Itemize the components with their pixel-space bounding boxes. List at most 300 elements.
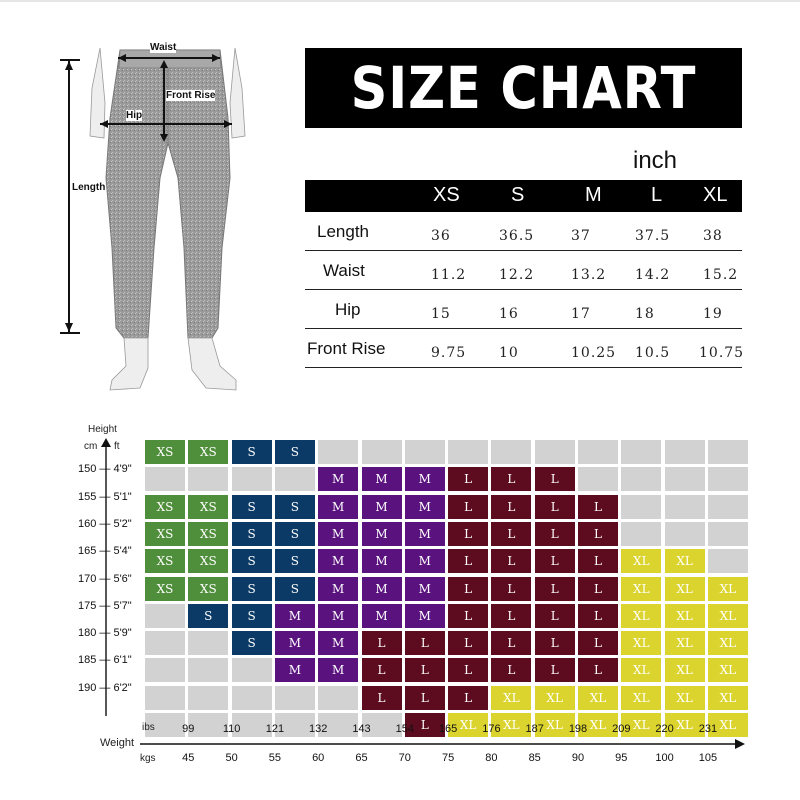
size-cell-l	[362, 631, 402, 655]
size-cell-l	[491, 495, 531, 519]
cell-value: 10.75	[699, 345, 745, 361]
cell-value: 19	[703, 306, 723, 322]
size-cell-text: M	[418, 608, 431, 623]
cell-value: 10.5	[635, 345, 671, 361]
empty-cell	[275, 686, 315, 710]
size-cell-l	[448, 467, 488, 491]
row-label: Length	[317, 222, 369, 241]
height-label: 150 — 4'9"	[78, 463, 132, 476]
size-cell-text: L	[420, 690, 429, 705]
weight-kgs-label: 45	[182, 752, 195, 764]
size-cell-m	[275, 604, 315, 628]
size-cell-l	[448, 577, 488, 601]
size-header: S	[511, 184, 525, 206]
size-cell-text: XL	[676, 663, 693, 678]
weight-axis-arrow	[140, 738, 745, 752]
size-cell-l	[448, 495, 488, 519]
size-cell-xl	[621, 686, 661, 710]
size-cell-text: XL	[633, 636, 650, 651]
size-cell-text: M	[375, 472, 388, 487]
size-cell-s	[232, 495, 272, 519]
empty-cell	[708, 495, 748, 519]
size-cell-l	[578, 549, 618, 573]
weight-lbs-label: 165	[438, 723, 458, 735]
size-cell-text: XL	[633, 718, 650, 732]
size-cell-m	[362, 522, 402, 546]
size-cell-l	[535, 577, 575, 601]
size-cell-text: L	[377, 636, 386, 651]
size-header: M	[585, 184, 602, 206]
empty-cell	[621, 495, 661, 519]
empty-cell	[232, 686, 272, 710]
size-cell-text: XS	[156, 445, 174, 459]
size-cell-xl	[665, 577, 705, 601]
size-cell-s	[188, 604, 228, 628]
waist-label: Waist	[150, 42, 177, 53]
empty-cell	[405, 440, 445, 464]
size-cell-text: XS	[156, 499, 174, 514]
empty-cell	[448, 440, 488, 464]
size-cell-text: M	[332, 608, 345, 623]
size-cell-l	[448, 686, 488, 710]
top-divider	[0, 0, 800, 2]
size-cell-text: S	[247, 445, 256, 459]
size-cell-l	[448, 549, 488, 573]
size-cell-xs	[145, 495, 185, 519]
weight-kgs-label: 60	[312, 752, 325, 764]
empty-cell	[188, 631, 228, 655]
size-cell-l	[491, 577, 531, 601]
size-cell-text: XL	[676, 690, 693, 705]
height-label: 155 — 5'1"	[78, 490, 132, 503]
height-label: 160 — 5'2"	[78, 517, 132, 530]
size-cell-xl	[665, 549, 705, 573]
size-cell-xs	[188, 577, 228, 601]
size-cell-text: XL	[719, 608, 737, 623]
size-cell-text: L	[507, 608, 516, 623]
size-cell-text: XL	[719, 636, 737, 651]
size-cell-xl	[665, 631, 705, 655]
height-label: 165 — 5'4"	[78, 545, 132, 558]
size-cell-text: L	[464, 581, 473, 596]
row-label: Hip	[335, 300, 361, 319]
cell-value: 10.25	[571, 345, 617, 361]
size-cell-text: XL	[676, 608, 693, 623]
size-cell-text: L	[377, 663, 386, 678]
size-cell-text: XL	[719, 581, 737, 596]
size-cell-l	[362, 686, 402, 710]
size-chart-title-bar	[305, 48, 742, 128]
size-cell-text: L	[507, 526, 516, 541]
size-cell-l	[535, 495, 575, 519]
empty-cell	[275, 467, 315, 491]
size-cell-text: L	[420, 663, 429, 678]
cell-value: 36	[431, 228, 451, 244]
empty-cell	[188, 467, 228, 491]
size-cell-text: M	[332, 526, 345, 541]
size-cell-l	[535, 549, 575, 573]
cell-value: 17	[571, 306, 591, 322]
size-cell-s	[232, 549, 272, 573]
size-cell-xl	[535, 686, 575, 710]
size-cell-m	[318, 658, 358, 682]
size-cell-text: M	[375, 499, 388, 514]
size-cell-text: L	[594, 526, 602, 541]
size-cell-text: XL	[633, 581, 650, 596]
size-cell-text: M	[332, 554, 345, 569]
size-cell-l	[535, 658, 575, 682]
size-cell-xs	[188, 495, 228, 519]
cell-value: 37	[571, 228, 591, 244]
size-cell-text: S	[290, 581, 299, 596]
size-cell-text: M	[288, 663, 302, 678]
size-cell-text: L	[594, 499, 602, 514]
cell-value: 12.2	[499, 267, 535, 283]
weight-lbs-label: 121	[265, 723, 285, 735]
empty-cell	[665, 467, 705, 491]
size-cell-text: M	[418, 499, 431, 514]
size-cell-s	[232, 577, 272, 601]
size-cell-l	[535, 522, 575, 546]
size-cell-text: M	[288, 608, 302, 623]
size-cell-xs	[145, 577, 185, 601]
size-cell-text: M	[332, 663, 345, 678]
size-cell-text: XL	[633, 554, 650, 569]
size-cell-text: L	[507, 636, 516, 651]
weight-lbs-label: 209	[612, 723, 631, 735]
size-cell-text: M	[288, 636, 302, 651]
size-cell-xl	[578, 686, 618, 710]
size-cell-m	[318, 631, 358, 655]
cm-unit-label: cm	[84, 441, 98, 452]
size-cell-text: M	[332, 499, 345, 514]
empty-cell	[708, 440, 748, 464]
size-cell-text: L	[550, 581, 559, 596]
size-cell-text: L	[507, 663, 516, 678]
table-row	[305, 290, 742, 329]
size-cell-m	[362, 577, 402, 601]
size-cell-text: S	[290, 445, 299, 459]
kgs-unit-label: kgs	[140, 753, 156, 764]
size-cell-text: L	[464, 636, 473, 651]
length-label: Length	[72, 182, 106, 193]
empty-cell	[621, 522, 661, 546]
size-cell-text: M	[375, 608, 388, 623]
size-cell-m	[405, 604, 445, 628]
size-cell-text: L	[464, 526, 473, 541]
size-cell-text: M	[418, 554, 431, 569]
cell-value: 11.2	[431, 267, 467, 283]
size-cell-xs	[145, 522, 185, 546]
size-cell-xl	[665, 604, 705, 628]
size-cell-text: XL	[546, 690, 563, 705]
size-cell-m	[275, 658, 315, 682]
size-cell-xl	[621, 631, 661, 655]
size-cell-text: XS	[199, 554, 217, 569]
size-cell-l	[535, 467, 575, 491]
size-cell-text: M	[375, 526, 388, 541]
size-cell-xl	[621, 549, 661, 573]
size-cell-l	[535, 631, 575, 655]
unit-label: inch	[633, 147, 678, 174]
weight-lbs-label: 220	[655, 723, 674, 735]
size-cell-l	[491, 467, 531, 491]
cell-value: 9.75	[431, 345, 467, 361]
height-label: 170 — 5'6"	[78, 572, 132, 585]
cell-value: 36.5	[499, 228, 535, 244]
weight-kgs-label: 70	[398, 752, 411, 764]
size-cell-text: L	[550, 499, 559, 514]
size-cell-m	[318, 577, 358, 601]
height-label: 185 — 6'1"	[78, 654, 132, 667]
weight-lbs-label: 187	[525, 723, 544, 735]
size-cell-s	[275, 522, 315, 546]
row-label: Front Rise	[307, 339, 386, 358]
cell-value: 15	[431, 306, 451, 322]
size-cell-text: S	[247, 554, 256, 569]
size-cell-m	[405, 495, 445, 519]
size-cell-l	[578, 577, 618, 601]
size-cell-l	[578, 604, 618, 628]
size-cell-text: XL	[503, 690, 520, 705]
empty-cell	[665, 522, 705, 546]
size-cell-text: S	[290, 526, 299, 541]
size-cell-m	[405, 549, 445, 573]
size-cell-xl	[665, 686, 705, 710]
size-cell-text: S	[247, 581, 256, 596]
empty-cell	[318, 686, 358, 710]
empty-cell	[578, 467, 618, 491]
size-cell-text: L	[550, 526, 559, 541]
size-cell-text: L	[464, 608, 473, 623]
table-row	[305, 329, 745, 368]
cell-value: 13.2	[571, 267, 607, 283]
cell-value: 15.2	[703, 267, 739, 283]
empty-cell	[665, 440, 705, 464]
size-cell-text: S	[247, 608, 256, 623]
size-cell-l	[491, 631, 531, 655]
empty-cell	[362, 440, 402, 464]
size-cell-text: S	[247, 636, 256, 651]
size-cell-m	[318, 467, 358, 491]
weight-kgs-label: 55	[268, 752, 282, 764]
weight-lbs-label: 154	[395, 723, 414, 735]
empty-cell	[145, 658, 185, 682]
weight-kgs-label: 80	[485, 752, 498, 764]
empty-cell	[145, 467, 185, 491]
weight-lbs-label: 143	[352, 723, 371, 735]
size-cell-xl	[708, 604, 748, 628]
size-cell-text: L	[507, 499, 516, 514]
size-cell-text: L	[594, 636, 602, 651]
size-cell-text: S	[290, 554, 299, 569]
size-cell-text: XL	[719, 718, 737, 732]
size-cell-m	[318, 522, 358, 546]
size-cell-text: M	[418, 526, 431, 541]
weight-kgs-label: 95	[615, 752, 628, 764]
cell-value: 38	[703, 228, 723, 244]
cell-value: 14.2	[635, 267, 671, 283]
ft-unit-label: ft	[114, 441, 120, 452]
size-cell-text: L	[464, 554, 473, 569]
size-cell-l	[491, 604, 531, 628]
weight-kgs-label: 50	[225, 752, 238, 764]
size-cell-l	[362, 658, 402, 682]
cell-value: 10	[499, 345, 519, 361]
size-cell-l	[578, 522, 618, 546]
height-label: 175 — 5'7"	[78, 599, 132, 612]
size-cell-text: XL	[589, 690, 607, 705]
weight-kgs-label: 90	[571, 752, 585, 764]
weight-kgs-label: 105	[698, 752, 718, 764]
size-cell-m	[405, 522, 445, 546]
size-cell-text: L	[507, 472, 516, 487]
empty-cell	[232, 467, 272, 491]
weight-lbs-label: 132	[309, 723, 328, 735]
size-cell-text: S	[204, 608, 213, 623]
size-cell-text: XS	[199, 499, 217, 514]
weight-axis-title: Weight	[100, 737, 135, 749]
size-measurement-table	[305, 180, 745, 368]
weight-lbs-label: 198	[568, 723, 588, 735]
pants-illustration	[60, 42, 270, 393]
empty-cell	[665, 495, 705, 519]
empty-cell	[145, 686, 185, 710]
size-cell-text: L	[550, 472, 559, 487]
size-cell-l	[578, 631, 618, 655]
size-cell-text: XL	[633, 690, 650, 705]
size-cell-text: XS	[199, 581, 217, 596]
size-cell-l	[405, 658, 445, 682]
size-cell-text: L	[594, 663, 602, 678]
size-cell-s	[232, 631, 272, 655]
weight-kgs-label: 65	[355, 752, 368, 764]
size-cell-text: L	[464, 472, 473, 487]
size-cell-text: XL	[459, 718, 477, 732]
size-cell-text: M	[332, 636, 345, 651]
hip-label: Hip	[126, 110, 143, 121]
size-cell-text: XL	[633, 663, 650, 678]
empty-cell	[621, 440, 661, 464]
empty-cell	[188, 686, 228, 710]
size-cell-xs	[145, 440, 185, 464]
size-header: XL	[703, 184, 728, 206]
size-cell-xl	[491, 686, 531, 710]
size-cell-text: XS	[156, 554, 174, 569]
size-cell-xl	[708, 658, 748, 682]
weight-kgs-label: 75	[441, 752, 455, 764]
table-row	[305, 212, 742, 251]
size-cell-s	[275, 549, 315, 573]
size-cell-m	[405, 577, 445, 601]
row-label: Waist	[323, 261, 365, 280]
size-cell-text: XL	[676, 581, 693, 596]
empty-cell	[188, 658, 228, 682]
size-cell-text: XL	[546, 718, 563, 732]
size-cell-xs	[145, 549, 185, 573]
size-cell-xl	[621, 604, 661, 628]
size-cell-s	[275, 440, 315, 464]
height-axis-title: Height	[88, 424, 117, 435]
size-cell-s	[275, 577, 315, 601]
size-cell-text: L	[594, 608, 602, 623]
size-cell-l	[535, 604, 575, 628]
weight-lbs-label: 176	[482, 723, 501, 735]
size-cell-text: XL	[589, 718, 607, 732]
size-cell-xl	[621, 577, 661, 601]
size-cell-l	[448, 658, 488, 682]
size-cell-l	[491, 549, 531, 573]
size-cell-l	[448, 522, 488, 546]
weight-lbs-label: 110	[222, 723, 241, 735]
size-cell-text: L	[420, 636, 429, 651]
empty-cell	[578, 440, 618, 464]
lbs-unit-label: ibs	[142, 722, 155, 733]
size-cell-text: M	[375, 581, 388, 596]
size-cell-xl	[665, 658, 705, 682]
cell-value: 18	[635, 306, 655, 322]
size-cell-m	[362, 467, 402, 491]
empty-cell	[145, 631, 185, 655]
table-header-row	[305, 180, 742, 212]
size-cell-xs	[188, 522, 228, 546]
size-cell-text: M	[375, 554, 388, 569]
size-cell-xl	[621, 658, 661, 682]
weight-kgs-label: 85	[528, 752, 541, 764]
empty-cell	[708, 522, 748, 546]
size-cell-text: XS	[199, 445, 217, 459]
height-label: 180 — 5'9"	[78, 627, 132, 640]
weight-lbs-label: 99	[182, 723, 195, 735]
size-cell-m	[362, 549, 402, 573]
size-cell-m	[362, 495, 402, 519]
size-cell-text: M	[418, 581, 431, 596]
table-row	[305, 251, 742, 290]
size-cell-text: XL	[633, 608, 650, 623]
size-cell-text: M	[418, 472, 431, 487]
size-cell-text: XL	[676, 554, 693, 569]
size-cell-l	[448, 631, 488, 655]
empty-cell	[535, 440, 575, 464]
size-cell-m	[362, 604, 402, 628]
size-cell-m	[318, 549, 358, 573]
empty-cell	[708, 467, 748, 491]
size-cell-xl	[708, 631, 748, 655]
size-cell-text: L	[464, 663, 473, 678]
leggings-drawing	[60, 48, 270, 393]
size-cell-text: L	[550, 554, 559, 569]
size-cell-text: XL	[676, 636, 693, 651]
size-cell-text: XL	[676, 718, 693, 732]
weight-kgs-label: 100	[655, 752, 674, 764]
size-cell-text: XL	[719, 663, 737, 678]
size-cell-text: L	[420, 718, 429, 732]
size-cell-text: L	[550, 663, 559, 678]
empty-cell	[318, 440, 358, 464]
cell-value: 16	[499, 306, 519, 322]
size-cell-l	[578, 495, 618, 519]
size-cell-xl	[708, 577, 748, 601]
weight-lbs-label: 231	[698, 723, 718, 735]
size-cell-s	[232, 440, 272, 464]
size-header: L	[651, 184, 663, 206]
front-rise-label: Front Rise	[166, 90, 216, 101]
size-cell-s	[232, 522, 272, 546]
size-cell-text: L	[594, 554, 602, 569]
size-cell-text: M	[332, 581, 345, 596]
size-cell-text: XL	[503, 718, 520, 732]
empty-cell	[491, 440, 531, 464]
